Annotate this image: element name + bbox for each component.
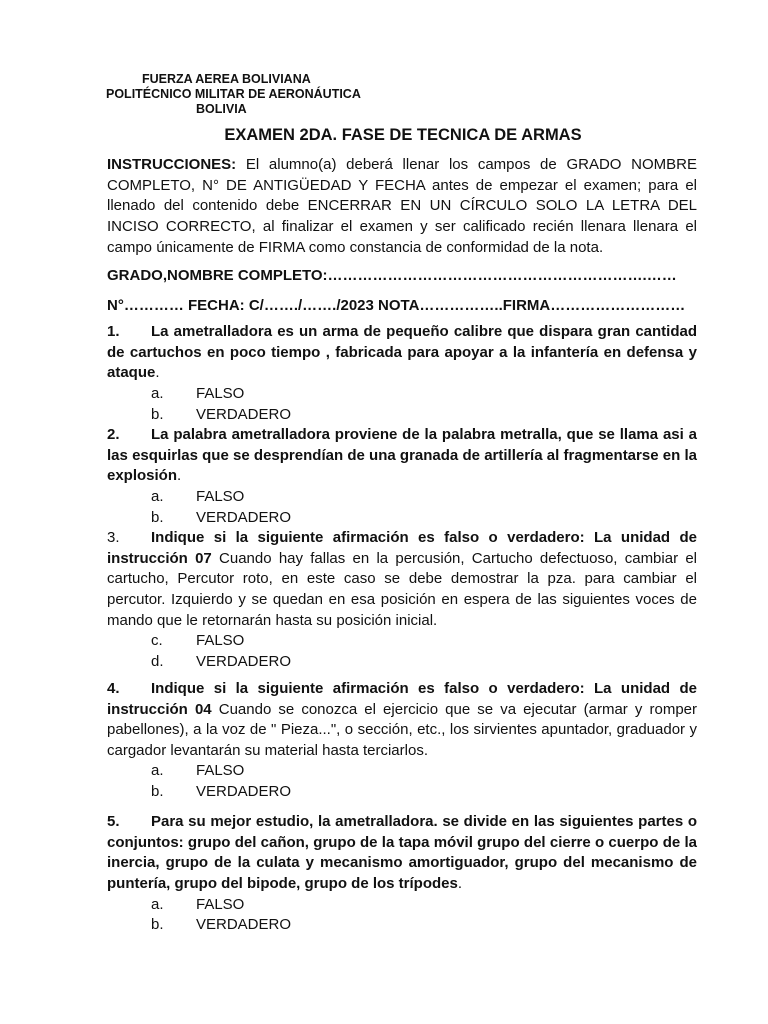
option-letter: b. <box>151 783 164 800</box>
option-text: FALSO <box>196 385 245 402</box>
question-3-option-c[interactable] <box>151 631 244 651</box>
instructions-paragraph <box>107 155 697 259</box>
instructions-text: El alumno(a) deberá llenar los campos de GRADO NOMBRE COMPLETO, N° DE ANTIGÜEDAD Y FECHA antes de empezar el examen; para el llenado del contenido debe ENCERRAR EN UN CÍRCULO SOLO LA LETRA DEL INCISO CORRECTO, al finalizar el examen y ser calificado recién llenara llenara el campo únicamente de FIRMA como constancia de conformidad de la nota. <box>107 156 697 256</box>
option-letter: a. <box>151 896 164 913</box>
question-1 <box>107 322 697 384</box>
option-text: VERDADERO <box>196 509 292 526</box>
question-4-option-b[interactable] <box>151 782 291 802</box>
question-4-option-a[interactable] <box>151 761 244 781</box>
question-1-option-a[interactable] <box>151 384 244 404</box>
question-suffix: . <box>177 467 182 485</box>
question-number: 1. <box>107 323 120 340</box>
question-text: La ametralladora es un arma de pequeño calibre que dispara gran cantidad de cartuchos en poco tiempo , fabricada para apoyar a la infantería en defensa y ataque <box>107 323 697 382</box>
question-number: 5. <box>107 813 120 830</box>
option-letter: b. <box>151 509 164 526</box>
question-suffix: Cuando hay fallas en la percusión, Cartucho defectuoso, cambiar el cartucho, Percutor roto, en este caso se debe demostrar la pza. para cambiar el percutor. Izquierdo y se quedan en esa posición en espera de las siguientes voces de mando que le retornarán hasta su posición inicial. <box>107 549 697 629</box>
question-2 <box>107 425 697 487</box>
option-text: FALSO <box>196 488 245 505</box>
header-line-3: BOLIVIA <box>196 102 247 116</box>
question-text: Indique si la siguiente afirmación es falso o verdadero: La unidad de instrucción 07 <box>107 529 697 567</box>
question-2-option-b[interactable] <box>151 508 291 528</box>
option-text: FALSO <box>196 762 245 779</box>
question-number: 3. <box>107 529 120 546</box>
info-field-line[interactable]: N°………… FECHA: C/……./……./2023 NOTA……………..FIRMA……………………… <box>107 297 686 314</box>
header-line-2: POLITÉCNICO MILITAR DE AERONÁUTICA <box>106 87 361 101</box>
option-letter: a. <box>151 762 164 779</box>
option-text: VERDADERO <box>196 916 292 933</box>
institution-header <box>106 72 361 117</box>
question-suffix: . <box>457 875 463 893</box>
question-5-option-a[interactable] <box>151 895 244 915</box>
question-2-option-a[interactable] <box>151 487 244 507</box>
option-text: VERDADERO <box>196 406 292 423</box>
question-4 <box>107 679 697 762</box>
name-field-line[interactable]: GRADO,NOMBRE COMPLETO:……………………………………………………….…… <box>107 267 677 284</box>
question-5 <box>107 812 697 895</box>
option-letter: b. <box>151 406 164 423</box>
question-number: 2. <box>107 426 120 443</box>
question-1-option-b[interactable] <box>151 405 291 425</box>
question-3-option-d[interactable] <box>151 652 291 672</box>
option-letter: c. <box>151 632 163 649</box>
question-suffix: Cuando se conozca el ejercicio que se va ejecutar (armar y romper pabellones), a la voz de " Pieza...", o sección, etc., los sirvientes apuntador, graduador y cargador levantarán su material hasta terciarlos. <box>107 700 698 760</box>
question-number: 4. <box>107 680 120 697</box>
question-text: La palabra ametralladora proviene de la palabra metralla, que se llama asi a las esquirlas que se desprendían de una granada de artillería al fragmentarse en la explosión <box>107 426 697 485</box>
question-suffix: . <box>155 364 160 382</box>
question-5-option-b[interactable] <box>151 915 291 935</box>
header-line-1: FUERZA AEREA BOLIVIANA <box>142 72 311 86</box>
question-text: Para su mejor estudio, la ametralladora. se divide en las siguientes partes o conjuntos: grupo del cañon, grupo de la tapa móvil grupo del cierre o cuerpo de la inercia, grupo de la culata y mecanismo amortiguador, grupo del mecanismo de puntería, grupo del bipode, grupo de los trípodes <box>107 813 697 893</box>
option-letter: b. <box>151 916 164 933</box>
exam-title: EXAMEN 2DA. FASE DE TECNICA DE ARMAS <box>224 126 582 144</box>
option-text: VERDADERO <box>196 653 292 670</box>
question-3 <box>107 528 697 632</box>
option-text: VERDADERO <box>196 783 292 800</box>
option-text: FALSO <box>196 632 245 649</box>
instructions-label: INSTRUCCIONES: <box>107 156 237 173</box>
option-letter: d. <box>151 653 164 670</box>
option-text: FALSO <box>196 896 245 913</box>
question-text: Indique si la siguiente afirmación es falso o verdadero: La unidad de instrucción 04 <box>107 680 697 718</box>
option-letter: a. <box>151 385 164 402</box>
option-letter: a. <box>151 488 164 505</box>
